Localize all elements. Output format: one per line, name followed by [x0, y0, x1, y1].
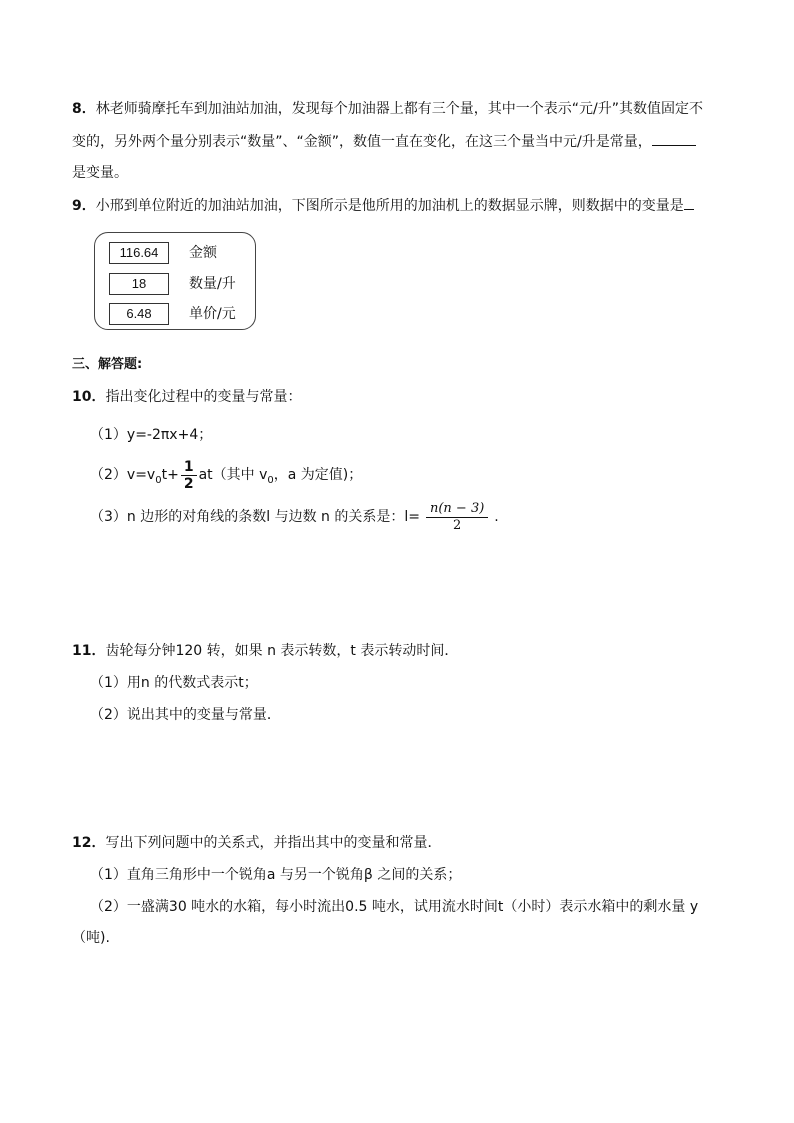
question-9-number: 9．	[72, 198, 96, 214]
section-heading: 三、解答题:	[72, 357, 143, 372]
question-10-part-1: （1）y=-2πx+4；	[90, 427, 213, 443]
question-8-text-2: 变的，另外两个量分别表示“数量”、“金额”，数值一直在变化，在这三个量当中元/升是常量，	[72, 134, 652, 150]
pump-price-value: 6.48	[109, 303, 169, 325]
question-10-number: 10．	[72, 389, 106, 405]
question-12-text: 写出下列问题中的关系式，并指出其中的变量和常量．	[105, 835, 442, 851]
question-12-part-1: （1）直角三角形中一个锐角a 与另一个锐角β 之间的关系；	[90, 867, 462, 883]
question-11-part-2: （2）说出其中的变量与常量．	[90, 707, 281, 723]
question-8-number: 8．	[72, 101, 96, 117]
fraction-numerator: 1	[181, 459, 197, 476]
question-12-number: 12．	[72, 835, 106, 851]
q10-p3-end: .	[494, 509, 499, 525]
q10-p3-text: （3）n 边形的对角线的条数l 与边数 n 的关系是：l=	[90, 509, 420, 525]
question-10-text: 指出变化过程中的变量与常量：	[105, 389, 302, 405]
fraction-diagonals-denominator: 2	[452, 517, 462, 533]
q10-p2-text-b: t+	[161, 467, 179, 483]
pump-price-label: 单价/元	[189, 306, 236, 322]
question-10-part-3	[90, 500, 499, 534]
fuel-pump-display	[94, 232, 256, 330]
question-10-line	[72, 388, 301, 406]
question-9-answer-blank[interactable]	[684, 197, 694, 210]
q10-p2-sub: 0	[155, 474, 162, 486]
q10-p2-text-c: at（其中 v	[198, 467, 268, 483]
question-11-text: 齿轮每分钟120 转，如果 n 表示转数，t 表示转动时间．	[105, 643, 459, 659]
question-8-line-2	[72, 133, 696, 151]
question-9-line	[72, 197, 694, 215]
question-11-line	[72, 642, 458, 660]
question-10-part-2	[90, 458, 362, 498]
question-8-text-1: 林老师骑摩托车到加油站加油，发现每个加油器上都有三个量，其中一个表示“元/升”其数值固定不	[95, 101, 703, 117]
pump-amount-label: 金额	[189, 245, 217, 261]
question-12-line	[72, 834, 441, 852]
question-8-answer-blank[interactable]	[652, 133, 696, 146]
question-8-line-3	[72, 164, 128, 182]
fraction-diagonals-numerator: n(n − 3)	[426, 501, 488, 518]
question-12-part-2: （2）一盛满30 吨水的水箱，每小时流出0.5 吨水，试用流水时间t（小时）表示水箱中的剩水量 y	[90, 899, 699, 915]
pump-quantity-label: 数量/升	[189, 276, 236, 292]
fraction-one-half	[181, 459, 197, 492]
fraction-denominator: 2	[183, 475, 194, 492]
q10-p2-text-a: （2）v=v	[90, 467, 156, 483]
q10-p2-sub2: 0	[267, 474, 274, 486]
pump-amount-value: 116.64	[109, 242, 169, 264]
question-9-text: 小邢到单位附近的加油站加油，下图所示是他所用的加油机上的数据显示牌，则数据中的变量是	[95, 198, 684, 214]
question-11-number: 11．	[72, 643, 106, 659]
question-12-part-2-cont: （吨).	[72, 930, 110, 946]
question-8-text-3: 是变量。	[72, 165, 128, 181]
q10-p2-text-d: ，a 为定值)；	[273, 467, 363, 483]
question-8-line-1	[72, 100, 703, 118]
question-11-part-1: （1）用n 的代数式表示t；	[90, 675, 258, 691]
fraction-diagonals	[426, 501, 488, 534]
pump-quantity-value: 18	[109, 273, 169, 295]
